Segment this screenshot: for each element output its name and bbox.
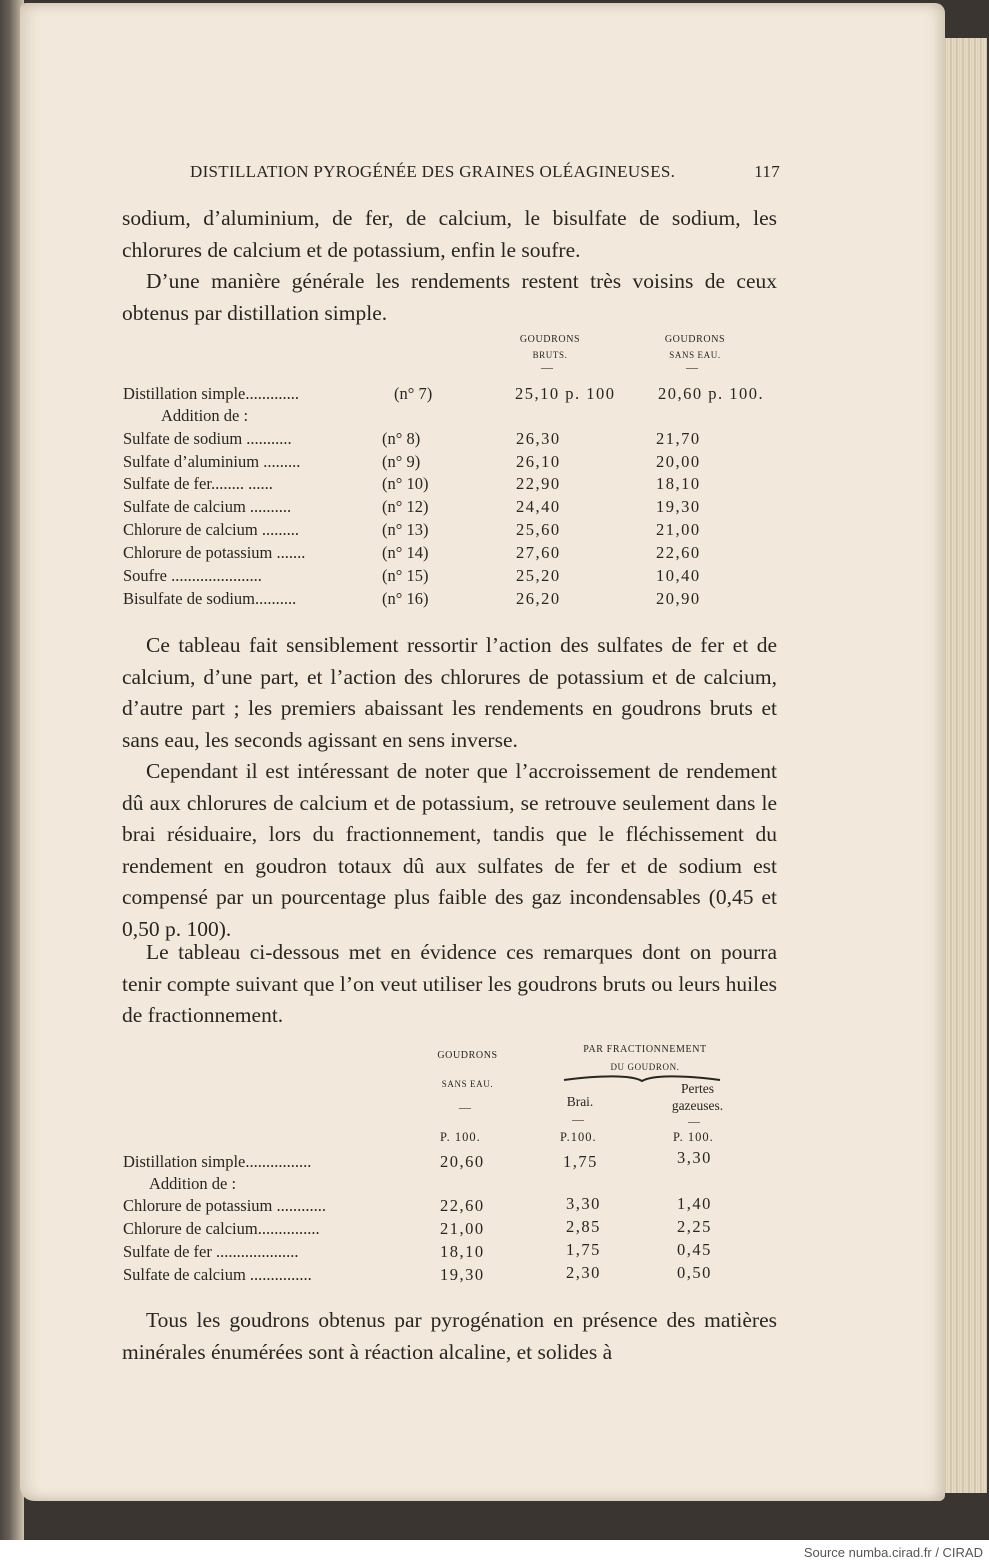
table1-row-label: Sulfate d’aluminium .........	[123, 452, 301, 471]
table1-col2-head: GOUDRONS	[664, 334, 726, 345]
table1-col2-dash: —	[686, 360, 698, 374]
table1-row-v1: 25,20	[516, 566, 561, 585]
table1-col1-head: GOUDRONS	[519, 334, 581, 345]
table1-row-ref: (n° 16)	[382, 589, 429, 608]
table1-row-v2: 20,60 p. 100.	[658, 384, 765, 403]
table2-row-v3: 0,45	[677, 1240, 712, 1259]
table1-row-label: Distillation simple.............	[123, 384, 299, 403]
table1-row-ref: (n° 10)	[382, 474, 429, 493]
table1-row-v2: 20,90	[656, 589, 701, 608]
table2-col3-dash: —	[688, 1114, 700, 1128]
table2-row-v3: 3,30	[677, 1148, 712, 1167]
table1-row-ref: (n° 9)	[382, 452, 421, 471]
table1-row-label: Bisulfate de sodium..........	[123, 589, 297, 608]
table2-row-label: Sulfate de fer ....................	[123, 1242, 299, 1261]
paragraph-4: Cependant il est intéressant de noter que l’accroissement de rendement dû aux chlorures de calcium et de potassium, se retrouve seulement dans le brai résiduaire, lors du fractionnement, tandis que le fléchissement du rendement en goudron totaux dû aux sulfates de fer et de sodium est compensé par un pourcentage plus faible des gaz incondensables (0,45 et 0,50 p. 100).	[122, 759, 777, 941]
table1-row-ref: (n° 8)	[382, 429, 421, 448]
table1-row-v2: 10,40	[656, 566, 701, 585]
table2-col3-head-line1: Pertes	[681, 1081, 714, 1096]
table1-row-ref: (n° 7)	[394, 384, 433, 403]
table1-row-v1: 27,60	[516, 543, 561, 562]
table1-row-ref: (n° 15)	[382, 566, 429, 585]
table1-row-v1: 24,40	[516, 497, 561, 516]
table1-row-v1: 22,90	[516, 474, 561, 493]
table2-unit2: P.100.	[560, 1130, 597, 1144]
table2-col1-dash: —	[459, 1100, 471, 1114]
table2-row-v2: 3,30	[566, 1194, 601, 1213]
table1-row-v1: 26,30	[516, 429, 561, 448]
table2-unit1: P. 100.	[440, 1130, 481, 1144]
table1-row-ref: (n° 13)	[382, 520, 429, 539]
paragraph-6: Tous les goudrons obtenus par pyrogénation en présence des matières minérales énumérées sont à réaction alcaline, et solides à	[122, 1308, 777, 1364]
table1-row-v1: 25,60	[516, 520, 561, 539]
page-number: 117	[754, 162, 780, 181]
table1-row-ref: (n° 14)	[382, 543, 429, 562]
table2-col1-head: GOUDRONS	[437, 1050, 498, 1061]
table1-row-v2: 19,30	[656, 497, 701, 516]
table2-group-head: PAR FRACTIONNEMENT	[583, 1044, 707, 1055]
paragraph-5: Le tableau ci-dessous met en évidence ces remarques dont on pourra tenir compte suivant que l’on veut utiliser les goudrons bruts ou leurs huiles de fractionnement.	[122, 940, 777, 1027]
table2-col3-head-line2: gazeuses.	[671, 1098, 724, 1113]
table2-addition-label: Addition de :	[149, 1174, 237, 1193]
table2-row-v2: 2,85	[566, 1217, 601, 1236]
table2-row-label: Distillation simple................	[123, 1152, 312, 1171]
table1-row-ref: (n° 12)	[382, 497, 429, 516]
table2-row-v1: 20,60	[440, 1152, 485, 1171]
paragraph-1: sodium, d’aluminium, de fer, de calcium, le bisulfate de sodium, les chlorures de calcium et de potassium, enfin le soufre.	[122, 206, 777, 262]
table2-row-v1: 22,60	[440, 1196, 485, 1215]
table1-addition-label: Addition de :	[161, 406, 249, 425]
table2-row-label: Chlorure de potassium ............	[123, 1196, 327, 1215]
running-head	[190, 162, 780, 188]
table2-row-v2: 2,30	[566, 1263, 601, 1282]
table2-row-v2: 1,75	[563, 1152, 598, 1171]
table1-row-label: Sulfate de sodium ...........	[123, 429, 292, 448]
table1-row-v2: 18,10	[656, 474, 701, 493]
table1-row-label: Sulfate de calcium ..........	[123, 497, 292, 516]
table2-col1-sub: SANS EAU.	[441, 1079, 494, 1089]
table1-col2-sub: SANS EAU.	[669, 350, 721, 360]
table1-row-v1: 26,10	[516, 452, 561, 471]
table2-col2-dash: —	[572, 1112, 584, 1126]
table2-group-sub: DU GOUDRON.	[610, 1062, 680, 1072]
table2-col2-head: Brai.	[566, 1094, 594, 1109]
table1-row-v1: 26,20	[516, 589, 561, 608]
table1-row-v2: 22,60	[656, 543, 701, 562]
table2-row-v3: 1,40	[677, 1194, 712, 1213]
table1-row-v2: 21,00	[656, 520, 701, 539]
table1-col1-sub: BRUTS.	[532, 350, 568, 360]
table2-row-v3: 0,50	[677, 1263, 712, 1282]
source-credit: Source numba.cirad.fr / CIRAD	[803, 1545, 983, 1560]
table2-row-v3: 2,25	[677, 1217, 712, 1236]
paragraph-3: Ce tableau fait sensiblement ressortir l’action des sulfates de fer et de calcium, d’une part, et l’action des chlorures de potassium et de calcium, d’autre part ; les premiers abaissant les rendements en goudrons bruts et sans eau, les seconds agissant en sens inverse.	[122, 633, 777, 752]
table2-unit3: P. 100.	[673, 1130, 714, 1144]
table1-row-label: Soufre ......................	[123, 566, 262, 585]
table2-row-v1: 21,00	[440, 1219, 485, 1238]
table2-row-v1: 19,30	[440, 1265, 485, 1284]
table1-row-label: Chlorure de potassium .......	[123, 543, 306, 562]
running-head-title: DISTILLATION PYROGÉNÉE DES GRAINES OLÉAGINEUSES.	[190, 162, 676, 181]
paragraph-2: D’une manière générale les rendements restent très voisins de ceux obtenus par distillation simple.	[122, 269, 777, 325]
table1-row-v1: 25,10 p. 100	[515, 384, 616, 403]
table1-row-label: Sulfate de fer........ ......	[123, 474, 273, 493]
table1-row-label: Chlorure de calcium .........	[123, 520, 299, 539]
table2-row-v2: 1,75	[566, 1240, 601, 1259]
table2-row-label: Chlorure de calcium...............	[123, 1219, 320, 1238]
table2-row-v1: 18,10	[440, 1242, 485, 1261]
table1-row-v2: 20,00	[656, 452, 701, 471]
table2-row-label: Sulfate de calcium ...............	[123, 1265, 312, 1284]
table1-row-v2: 21,70	[656, 429, 701, 448]
table1-col1-dash: —	[541, 360, 553, 374]
